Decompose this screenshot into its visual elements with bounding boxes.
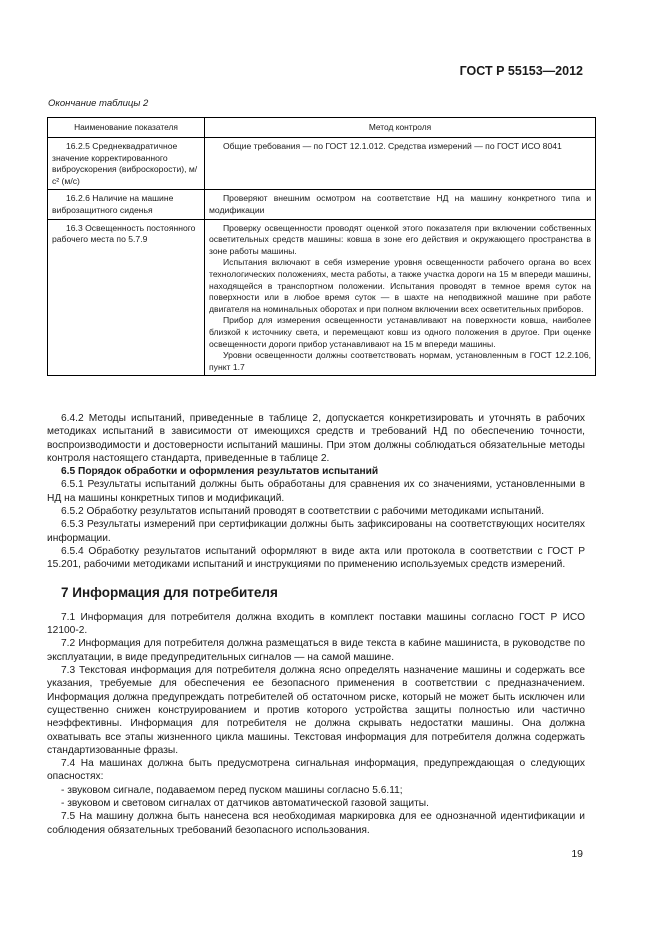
cell-text: 16.2.6 Наличие на машине виброзащитного сиденья: [52, 193, 174, 215]
indicator-cell: [48, 138, 205, 190]
paragraph-6-4-2: 6.4.2 Методы испытаний, приведенные в таблице 2, допускается конкретизировать и уточнять в рабочих методиках испытаний в зависимости от имеющихся средств и требований НД по обеспечению точности, воспроизводимости и достоверности испытаний машины. При этом должны соблюдаться обязательные методы контроля настоящего стандарта, приведенные в таблице 2.: [47, 413, 585, 464]
cell-text: Проверяют внешним осмотром на соответствие НД на машину конкретного типа и модификации: [209, 193, 591, 215]
cell-text: Испытания включают в себя измерение уровня освещенности рабочего органа во всех технологических положениях, места работы, а также участка дороги на 15 м впереди машины, находящейся в транспортном положении. Испытания проводят в темное время суток на поверхности или в любое время суток — в шахте на неподвижной машине при работе двигателя на номинальных оборотах и при полном включении всех осветительных приборов.: [209, 257, 591, 314]
table-row: [48, 190, 596, 219]
cell-text: Уровни освещенности должны соответствовать нормам, установленным в ГОСТ 12.2.106, пункт 1.7: [209, 350, 591, 372]
paragraph-7-1: 7.1 Информация для потребителя должна входить в комплект поставки машины согласно ГОСТ Р ИСО 12100-2.: [47, 611, 585, 637]
table-header-row: [48, 118, 596, 138]
paragraph-6-5-2: 6.5.2 Обработку результатов испытаний проводят в соответствии с рабочими методиками испытаний.: [61, 506, 545, 518]
method-cell: [205, 190, 596, 219]
paragraph-7-2: 7.2 Информация для потребителя должна размещаться в виде текста в кабине машиниста, в руководстве по эксплуатации, в виде предупредительных сигналов — на самой машине.: [47, 638, 585, 663]
table-caption: Окончание таблицы 2: [48, 98, 149, 109]
column-header-indicator: Наименование показателя: [48, 118, 205, 138]
subsection-heading-6-5: 6.5 Порядок обработки и оформления результатов испытаний: [61, 466, 379, 478]
paragraph-7-4: 7.4 На машинах должна быть предусмотрена сигнальная информация, предупреждающая о следующих опасностях:: [47, 758, 585, 783]
list-item: - звуковом и световом сигналах от датчиков автоматической газовой защиты.: [61, 798, 429, 810]
cell-text: 16.3 Освещенность постоянного рабочего места по 5.7.9: [52, 222, 196, 245]
list-item: - звуковом сигнале, подаваемом перед пуском машины согласно 5.6.11;: [61, 784, 403, 796]
paragraph-6-5-1: 6.5.1 Результаты испытаний должны быть обработаны для сравнения их со значениями, установленными в НД на машины конкретных типов и модификаций.: [47, 479, 585, 504]
page-number: 19: [571, 848, 583, 860]
paragraph-7-5: 7.5 На машину должна быть нанесена вся необходимая маркировка для ее однозначной идентификации и соблюдения обязательных требований безопасного использования.: [47, 811, 585, 836]
table-row: [48, 219, 596, 376]
table-row: [48, 138, 596, 190]
method-cell: [205, 138, 596, 190]
cell-text: Проверку освещенности проводят оценкой этого показателя при включении собственных осветительных средств машины: ковша в зоне его действия и окружающего пространства в зоне работы машины.: [209, 222, 591, 256]
cell-text: 16.2.5 Среднеквадратичное значение корректированного виброускорения (виброскорости), м/с² (м/с): [52, 141, 198, 186]
cell-text: Общие требования — по ГОСТ 12.1.012. Средства измерений — по ГОСТ ИСО 8041: [223, 141, 562, 151]
paragraph-7-3: 7.3 Текстовая информация для потребителя должна ясно определять назначение машины и содержать все указания, требуемые для обеспечения ее безопасного применения в соответствии с предназначением. Информация должна предупреждать потребителей об остаточном риске, который не может быть исключен или существенно снижен конструированием и против которого устройства защиты полностью или частично неэффективны. Информация для потребителя не должна скрывать недостатки машины. Она должна охватывать все этапы жизненного цикла машины. Текстовая информация для потребителя должна содержать стандартизованные фразы.: [47, 665, 585, 756]
indicator-cell: [48, 190, 205, 219]
method-cell: [205, 219, 596, 376]
indicator-cell: [48, 219, 205, 376]
document-id: ГОСТ Р 55153—2012: [459, 64, 583, 78]
paragraph-6-5-4: 6.5.4 Обработку результатов испытаний оформляют в виде акта или протокола в соответствии с ГОСТ Р 15.201, рабочими методиками испытаний и инструкциями по применению используемых средств измерений.: [47, 545, 585, 571]
control-methods-table: [47, 117, 596, 376]
body-text: [47, 412, 585, 837]
section-heading-7: 7 Информация для потребителя: [61, 584, 278, 600]
cell-text: Прибор для измерения освещенности устанавливают на поверхности ковша, наиболее близкой к источнику света, и перемещают ковш из одного положения в другое. При оценке освещенности дороги прибор устанавливают на 15 м впереди машины.: [209, 315, 591, 349]
column-header-method: Метод контроля: [205, 118, 596, 138]
paragraph-6-5-3: 6.5.3 Результаты измерений при сертификации должны быть зафиксированы на соответствующих носителях информации.: [47, 519, 585, 544]
